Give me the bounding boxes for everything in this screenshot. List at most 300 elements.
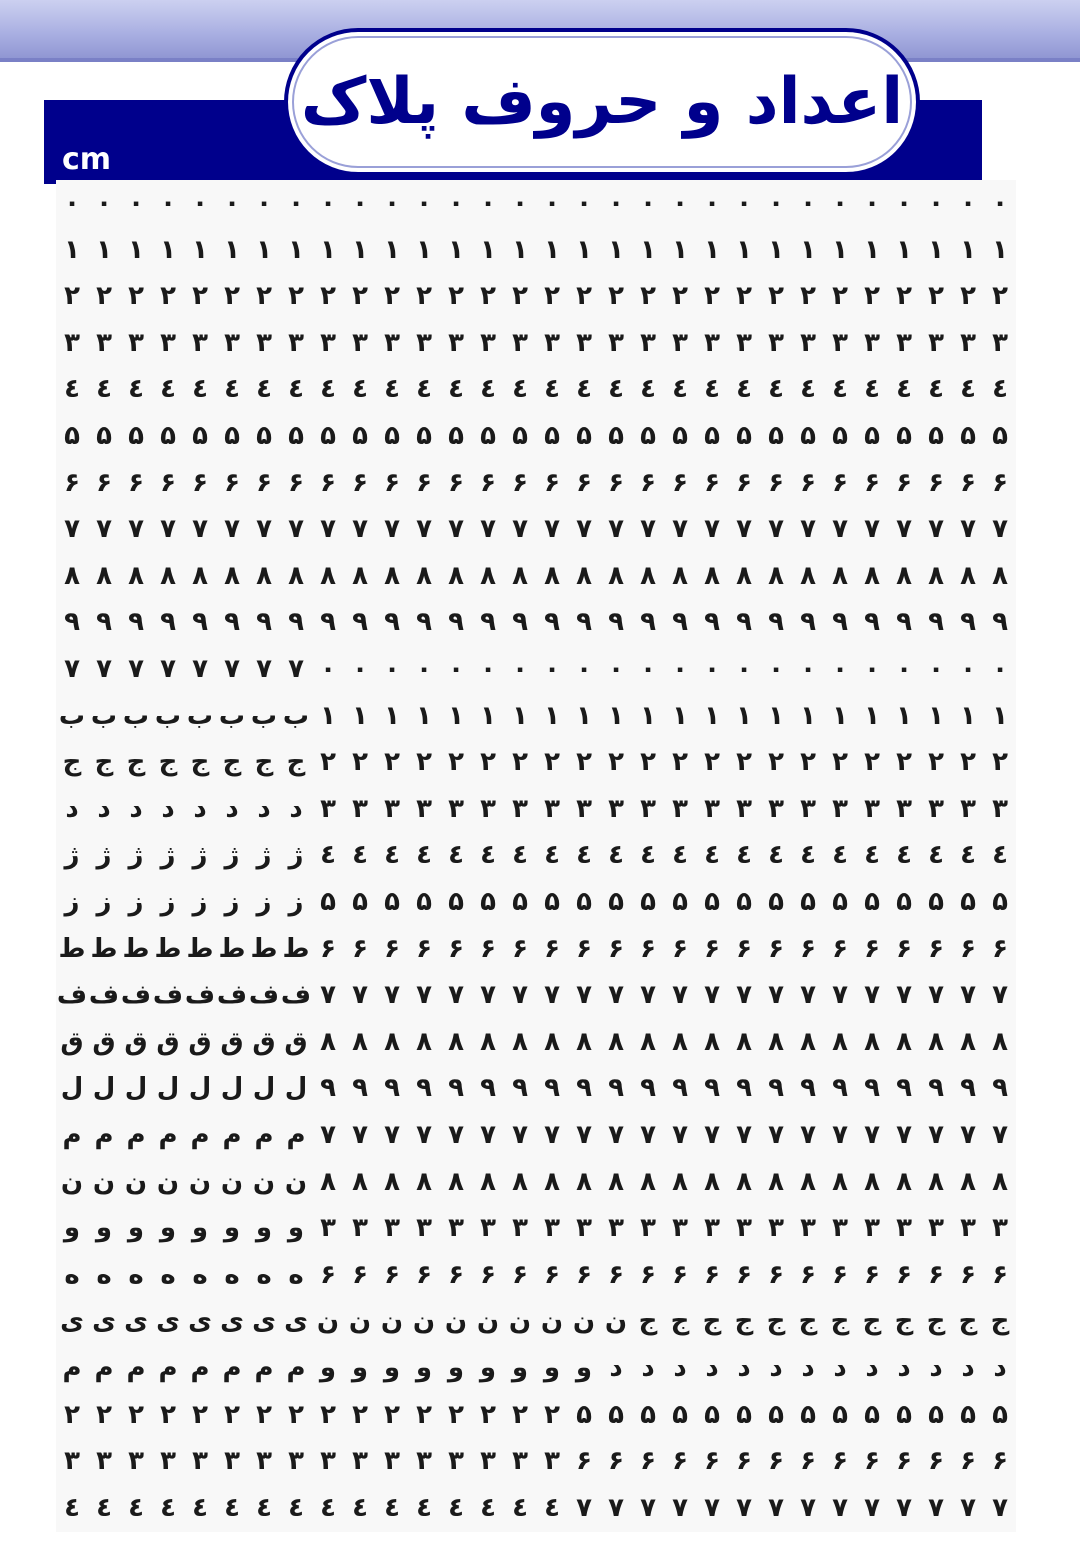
glyph-cell: ۵: [640, 887, 656, 917]
glyph-cell: ۳: [736, 1213, 752, 1244]
glyph-cell: ۸: [928, 1166, 944, 1197]
glyph-cell: ۹: [384, 1073, 400, 1104]
glyph-cell: ۳: [832, 1213, 848, 1244]
glyph-cell: ۶: [704, 1259, 720, 1290]
glyph-cell: و: [191, 1213, 209, 1244]
glyph-cell: ۳: [64, 327, 80, 358]
glyph-cell: ق: [92, 1026, 116, 1057]
glyph-cell: ۶: [928, 467, 944, 498]
glyph-cell: ۶: [928, 933, 944, 964]
glyph-cell: ۸: [544, 1026, 560, 1057]
glyph-cell: ۵: [864, 421, 880, 451]
glyph-cell: ۷: [640, 980, 656, 1011]
glyph-cell: ۵: [960, 887, 976, 917]
glyph-cell: ۵: [576, 421, 592, 451]
glyph-cell: ۷: [608, 1492, 624, 1523]
glyph-cell: ۱: [864, 234, 880, 265]
glyph-cell: ۷: [960, 980, 976, 1011]
glyph-cell: ۷: [320, 1120, 336, 1150]
glyph-cell: ۶: [736, 933, 752, 964]
glyph-cell: ۷: [800, 1120, 816, 1150]
glyph-cell: ۹: [800, 1073, 816, 1104]
glyph-cell: ۳: [224, 1446, 240, 1477]
glyph-cell: ۳: [96, 1446, 112, 1477]
glyph-cell: ۱: [640, 700, 656, 731]
glyph-cell: ۷: [736, 980, 752, 1011]
glyph-cell: ۰: [640, 188, 656, 218]
glyph-cell: ۸: [512, 560, 528, 591]
glyph-cell: ط: [250, 933, 278, 964]
glyph-cell: ۱: [64, 234, 80, 265]
glyph-cell: ۸: [768, 1166, 784, 1197]
glyph-cell: ۳: [352, 1213, 368, 1244]
glyph-cell: ۷: [704, 980, 720, 1011]
glyph-cell: ٤: [448, 840, 464, 871]
glyph-cell: ۲: [448, 747, 464, 778]
glyph-row: [56, 183, 1016, 223]
glyph-cell: ۰: [800, 654, 816, 684]
glyph-cell: ز: [160, 887, 176, 917]
glyph-cell: ۱: [416, 700, 432, 731]
glyph-cell: ۵: [896, 1399, 912, 1430]
glyph-cell: ۳: [672, 327, 688, 358]
glyph-cell: ۵: [896, 887, 912, 917]
glyph-cell: ۳: [960, 793, 976, 824]
glyph-cell: ٤: [448, 374, 464, 405]
glyph-cell: ۳: [352, 1446, 368, 1477]
glyph-cell: ج: [94, 747, 114, 778]
glyph-cell: ن: [444, 1306, 468, 1337]
glyph-cell: ۷: [384, 1120, 400, 1150]
glyph-cell: ن: [92, 1166, 116, 1197]
glyph-cell: ۱: [544, 234, 560, 265]
glyph-cell: ن: [316, 1306, 340, 1337]
glyph-cell: ۲: [128, 1399, 144, 1430]
glyph-cell: ط: [58, 933, 86, 964]
glyph-cell: ۸: [608, 560, 624, 591]
glyph-cell: ج: [894, 1306, 914, 1337]
glyph-cell: ۱: [224, 234, 240, 265]
glyph-cell: ۰: [704, 188, 720, 218]
glyph-cell: ۵: [832, 1399, 848, 1430]
glyph-cell: ۷: [448, 980, 464, 1011]
glyph-cell: ۰: [928, 654, 944, 684]
glyph-cell: ۱: [320, 700, 336, 731]
glyph-cell: ه: [128, 1259, 144, 1290]
glyph-cell: ۳: [576, 327, 592, 358]
glyph-cell: ۳: [480, 327, 496, 358]
glyph-cell: ل: [284, 1073, 308, 1104]
glyph-cell: ۲: [192, 1399, 208, 1430]
glyph-cell: ۳: [384, 793, 400, 824]
glyph-cell: ۶: [768, 1259, 784, 1290]
glyph-cell: ۳: [416, 1213, 432, 1244]
glyph-cell: ف: [88, 980, 120, 1011]
glyph-cell: ۸: [448, 1026, 464, 1057]
glyph-cell: ۱: [704, 700, 720, 731]
glyph-row: [56, 929, 1016, 969]
glyph-cell: ٤: [288, 374, 304, 405]
glyph-cell: ۸: [960, 560, 976, 591]
glyph-cell: ۷: [960, 514, 976, 545]
glyph-cell: ۷: [512, 980, 528, 1011]
glyph-cell: ۰: [480, 188, 496, 218]
glyph-row: [56, 509, 1016, 549]
glyph-cell: ۷: [736, 1120, 752, 1150]
glyph-cell: ۳: [672, 793, 688, 824]
glyph-cell: ۹: [256, 607, 272, 638]
glyph-cell: ۸: [384, 1026, 400, 1057]
glyph-cell: ٤: [960, 374, 976, 405]
glyph-cell: ز: [288, 887, 304, 917]
glyph-cell: ۳: [512, 793, 528, 824]
glyph-row: [56, 1022, 1016, 1062]
glyph-cell: ۶: [512, 1259, 528, 1290]
glyph-cell: ٤: [128, 374, 144, 405]
glyph-cell: ۲: [320, 281, 336, 312]
glyph-cell: ۳: [544, 793, 560, 824]
glyph-cell: م: [222, 1353, 242, 1383]
glyph-cell: ۹: [768, 607, 784, 638]
glyph-cell: ن: [156, 1166, 180, 1197]
glyph-cell: ۵: [544, 887, 560, 917]
glyph-cell: ج: [798, 1306, 818, 1337]
glyph-cell: ۲: [320, 747, 336, 778]
glyph-cell: ۵: [224, 421, 240, 451]
glyph-cell: ۸: [480, 560, 496, 591]
glyph-cell: ۶: [832, 1446, 848, 1477]
glyph-cell: ۳: [608, 327, 624, 358]
glyph-cell: ۵: [320, 421, 336, 451]
glyph-cell: ۰: [768, 188, 784, 218]
glyph-cell: ۲: [832, 747, 848, 778]
glyph-cell: ز: [224, 887, 240, 917]
glyph-cell: ٤: [864, 840, 880, 871]
glyph-cell: ٤: [320, 840, 336, 871]
glyph-cell: ط: [186, 933, 214, 964]
glyph-cell: ۳: [800, 793, 816, 824]
glyph-cell: ۷: [864, 1492, 880, 1523]
glyph-cell: ۷: [640, 514, 656, 545]
glyph-cell: ط: [122, 933, 150, 964]
glyph-cell: ۲: [640, 281, 656, 312]
glyph-cell: د: [289, 793, 303, 824]
glyph-cell: ۱: [608, 700, 624, 731]
glyph-cell: ن: [604, 1306, 628, 1337]
glyph-cell: ن: [412, 1306, 436, 1337]
glyph-cell: ۸: [736, 560, 752, 591]
glyph-cell: ۱: [960, 234, 976, 265]
glyph-cell: ۶: [960, 467, 976, 498]
glyph-cell: ۳: [256, 1446, 272, 1477]
glyph-cell: ۰: [224, 188, 240, 218]
glyph-cell: ف: [152, 980, 184, 1011]
glyph-cell: ٤: [352, 374, 368, 405]
glyph-cell: ۶: [544, 1259, 560, 1290]
glyph-cell: ۸: [352, 1026, 368, 1057]
glyph-cell: د: [801, 1353, 815, 1383]
glyph-cell: م: [126, 1120, 146, 1150]
glyph-cell: ن: [124, 1166, 148, 1197]
glyph-row: [56, 276, 1016, 316]
glyph-cell: ۱: [320, 234, 336, 265]
glyph-cell: ۲: [608, 747, 624, 778]
glyph-cell: ۳: [192, 1446, 208, 1477]
glyph-cell: ۳: [640, 793, 656, 824]
glyph-cell: ۲: [256, 281, 272, 312]
glyph-cell: ۲: [960, 747, 976, 778]
glyph-cell: ن: [252, 1166, 276, 1197]
glyph-cell: ج: [990, 1306, 1010, 1337]
glyph-cell: ۷: [320, 514, 336, 545]
glyph-cell: ن: [60, 1166, 84, 1197]
glyph-cell: ۱: [832, 700, 848, 731]
glyph-cell: ی: [60, 1306, 84, 1337]
glyph-cell: ۷: [608, 980, 624, 1011]
glyph-cell: ۸: [896, 1166, 912, 1197]
glyph-cell: ۳: [320, 1213, 336, 1244]
glyph-cell: ٤: [992, 840, 1008, 871]
glyph-cell: ۷: [576, 1120, 592, 1150]
glyph-cell: ۷: [256, 654, 272, 684]
glyph-cell: ۸: [896, 1026, 912, 1057]
glyph-cell: و: [383, 1353, 401, 1383]
glyph-cell: ۵: [960, 421, 976, 451]
glyph-cell: ۰: [576, 654, 592, 684]
glyph-cell: ۹: [928, 607, 944, 638]
glyph-cell: ۱: [928, 234, 944, 265]
glyph-cell: ۸: [320, 1166, 336, 1197]
glyph-cell: ی: [156, 1306, 180, 1337]
glyph-cell: ۹: [416, 607, 432, 638]
glyph-cell: ٤: [384, 1492, 400, 1523]
glyph-cell: ۷: [480, 980, 496, 1011]
glyph-cell: ۵: [640, 421, 656, 451]
glyph-cell: ج: [158, 747, 178, 778]
glyph-cell: ۷: [864, 980, 880, 1011]
glyph-cell: ۱: [416, 234, 432, 265]
glyph-cell: ل: [252, 1073, 276, 1104]
glyph-cell: ٤: [672, 374, 688, 405]
glyph-cell: م: [94, 1120, 114, 1150]
glyph-cell: ۷: [128, 514, 144, 545]
glyph-cell: ۶: [960, 933, 976, 964]
glyph-cell: ژ: [192, 840, 208, 871]
glyph-cell: ۶: [704, 1446, 720, 1477]
glyph-cell: ۷: [896, 514, 912, 545]
title-pill: [284, 28, 920, 176]
glyph-cell: ۵: [320, 887, 336, 917]
glyph-cell: ٤: [576, 840, 592, 871]
glyph-cell: ۹: [384, 607, 400, 638]
glyph-cell: ی: [284, 1306, 308, 1337]
glyph-cell: ۳: [832, 793, 848, 824]
glyph-cell: ۸: [704, 1166, 720, 1197]
glyph-cell: ۹: [352, 607, 368, 638]
glyph-cell: ج: [830, 1306, 850, 1337]
glyph-cell: ۷: [64, 514, 80, 545]
glyph-cell: ط: [282, 933, 310, 964]
glyph-cell: ب: [154, 700, 182, 731]
glyph-cell: ۲: [480, 747, 496, 778]
glyph-cell: ی: [124, 1306, 148, 1337]
glyph-cell: ۸: [320, 1026, 336, 1057]
glyph-cell: ۸: [384, 1166, 400, 1197]
glyph-cell: ۳: [672, 1213, 688, 1244]
glyph-cell: ۸: [448, 560, 464, 591]
glyph-cell: ۷: [928, 1492, 944, 1523]
glyph-cell: ۷: [192, 654, 208, 684]
glyph-cell: ۲: [64, 281, 80, 312]
glyph-cell: ۳: [576, 1213, 592, 1244]
glyph-cell: ۸: [672, 560, 688, 591]
glyph-cell: ۳: [512, 1213, 528, 1244]
glyph-cell: ۶: [832, 933, 848, 964]
glyph-cell: ۲: [992, 281, 1008, 312]
glyph-cell: ۳: [864, 327, 880, 358]
glyph-cell: ژ: [64, 840, 80, 871]
glyph-cell: ۶: [704, 933, 720, 964]
glyph-cell: ۰: [608, 188, 624, 218]
glyph-cell: ٤: [416, 1492, 432, 1523]
glyph-cell: ۰: [352, 188, 368, 218]
glyph-cell: ۸: [736, 1026, 752, 1057]
glyph-cell: ۵: [384, 887, 400, 917]
glyph-cell: ۶: [352, 467, 368, 498]
glyph-cell: ۵: [928, 887, 944, 917]
glyph-cell: ب: [186, 700, 214, 731]
glyph-cell: ۰: [256, 188, 272, 218]
glyph-cell: ۹: [992, 607, 1008, 638]
glyph-cell: و: [223, 1213, 241, 1244]
glyph-cell: ۳: [288, 327, 304, 358]
glyph-cell: ۳: [256, 327, 272, 358]
glyph-cell: ۸: [928, 560, 944, 591]
glyph-cell: ن: [508, 1306, 532, 1337]
glyph-cell: ٤: [416, 840, 432, 871]
glyph-cell: ۸: [416, 1166, 432, 1197]
glyph-cell: ل: [156, 1073, 180, 1104]
glyph-cell: ۰: [960, 654, 976, 684]
glyph-cell: و: [287, 1213, 305, 1244]
glyph-cell: ۲: [896, 747, 912, 778]
glyph-cell: ۹: [704, 607, 720, 638]
glyph-cell: ۷: [832, 1492, 848, 1523]
glyph-cell: ۳: [320, 327, 336, 358]
glyph-cell: ۹: [960, 607, 976, 638]
glyph-cell: ٤: [224, 1492, 240, 1523]
glyph-cell: ۵: [576, 887, 592, 917]
glyph-cell: ۳: [608, 1213, 624, 1244]
glyph-cell: ۷: [768, 1120, 784, 1150]
glyph-cell: ۲: [928, 281, 944, 312]
glyph-cell: ۷: [832, 980, 848, 1011]
glyph-cell: ۸: [128, 560, 144, 591]
glyph-cell: م: [62, 1353, 82, 1383]
glyph-cell: ۹: [64, 607, 80, 638]
glyph-cell: د: [641, 1353, 655, 1383]
glyph-cell: ۲: [480, 281, 496, 312]
glyph-cell: ٤: [352, 840, 368, 871]
glyph-cell: ۹: [608, 607, 624, 638]
glyph-cell: ۳: [608, 793, 624, 824]
glyph-cell: ۲: [416, 1399, 432, 1430]
glyph-cell: ۵: [736, 1399, 752, 1430]
glyph-cell: ۵: [736, 421, 752, 451]
glyph-cell: ۷: [352, 980, 368, 1011]
glyph-cell: ۳: [960, 1213, 976, 1244]
glyph-cell: ۶: [800, 467, 816, 498]
glyph-cell: ۳: [544, 1213, 560, 1244]
glyph-cell: د: [961, 1353, 975, 1383]
glyph-cell: ۰: [736, 654, 752, 684]
glyph-cell: ۶: [864, 467, 880, 498]
glyph-cell: ۱: [640, 234, 656, 265]
glyph-cell: ۸: [992, 1166, 1008, 1197]
glyph-cell: ۰: [320, 188, 336, 218]
glyph-cell: د: [705, 1353, 719, 1383]
glyph-cell: ۳: [992, 327, 1008, 358]
unit-label: cm: [62, 142, 112, 177]
glyph-cell: ۶: [128, 467, 144, 498]
glyph-cell: ۰: [992, 188, 1008, 218]
glyph-cell: ج: [190, 747, 210, 778]
glyph-cell: ۸: [704, 560, 720, 591]
glyph-cell: ۰: [544, 654, 560, 684]
glyph-cell: ۶: [64, 467, 80, 498]
glyph-cell: ۳: [128, 327, 144, 358]
glyph-cell: ٤: [768, 840, 784, 871]
glyph-cell: ۵: [288, 421, 304, 451]
glyph-cell: ۵: [672, 1399, 688, 1430]
glyph-cell: ۷: [992, 980, 1008, 1011]
glyph-cell: ۷: [704, 514, 720, 545]
glyph-row: [56, 696, 1016, 736]
glyph-cell: ۶: [384, 1259, 400, 1290]
glyph-cell: ۹: [96, 607, 112, 638]
glyph-cell: ۷: [608, 514, 624, 545]
glyph-cell: ۲: [544, 747, 560, 778]
glyph-cell: د: [257, 793, 271, 824]
glyph-cell: ۹: [768, 1073, 784, 1104]
glyph-cell: ۶: [192, 467, 208, 498]
glyph-cell: ۲: [384, 281, 400, 312]
glyph-cell: ۱: [800, 700, 816, 731]
glyph-cell: ۸: [576, 1026, 592, 1057]
glyph-cell: ۹: [704, 1073, 720, 1104]
glyph-cell: و: [511, 1353, 529, 1383]
glyph-cell: ۷: [704, 1120, 720, 1150]
glyph-cell: ۶: [768, 1446, 784, 1477]
glyph-cell: ٤: [64, 1492, 80, 1523]
glyph-cell: ۰: [128, 188, 144, 218]
glyph-cell: ۹: [672, 607, 688, 638]
glyph-cell: ق: [220, 1026, 244, 1057]
glyph-cell: ٤: [512, 840, 528, 871]
glyph-cell: ۵: [992, 1399, 1008, 1430]
glyph-cell: ۲: [224, 281, 240, 312]
glyph-cell: ۸: [704, 1026, 720, 1057]
glyph-cell: ۰: [512, 654, 528, 684]
glyph-cell: ۷: [576, 980, 592, 1011]
glyph-cell: ۸: [576, 560, 592, 591]
glyph-cell: ٤: [128, 1492, 144, 1523]
glyph-row: [56, 975, 1016, 1015]
glyph-cell: ژ: [128, 840, 144, 871]
glyph-cell: ٤: [576, 374, 592, 405]
glyph-cell: ۲: [800, 747, 816, 778]
glyph-cell: ۸: [896, 560, 912, 591]
